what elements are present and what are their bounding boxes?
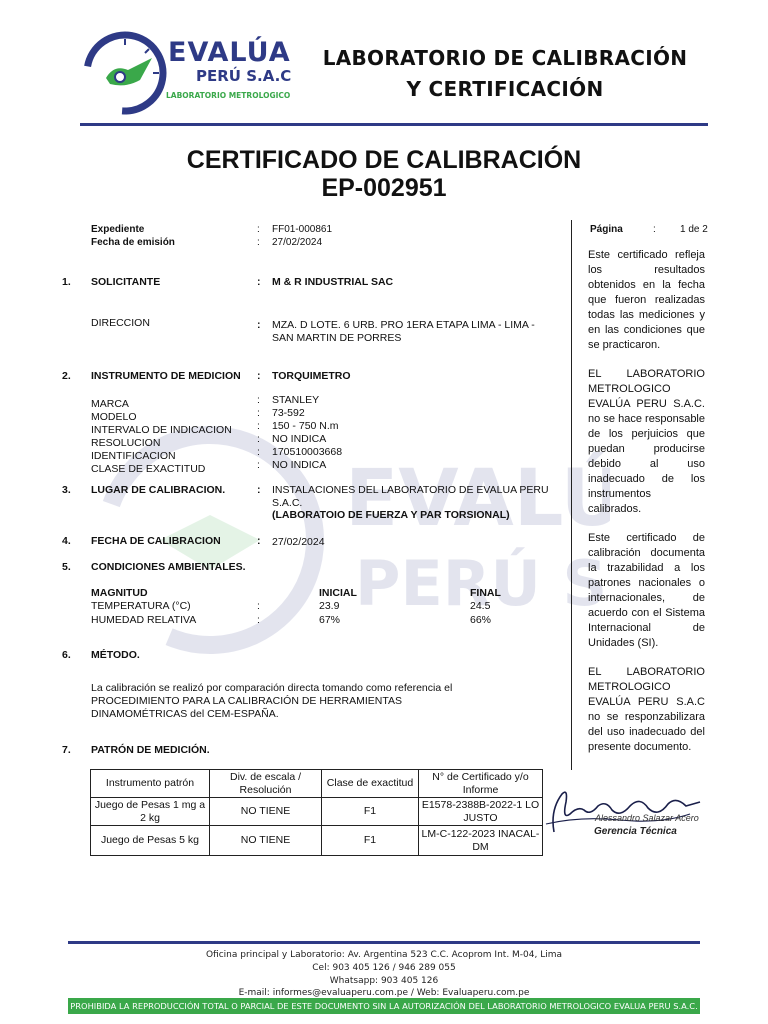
condition-final: 24.5 — [470, 600, 491, 612]
colon: : — [257, 600, 260, 612]
fecha-calibracion-value: 27/02/2024 — [272, 536, 325, 548]
footer-divider — [68, 941, 700, 944]
detail-value: 150 - 750 N.m — [272, 420, 339, 432]
colon: : — [257, 224, 260, 235]
detail-label: RESOLUCION — [91, 437, 161, 449]
section-6-label: MÉTODO. — [91, 649, 140, 661]
table-cell: E1578-2388B-2022-1 LO JUSTO — [419, 798, 543, 826]
table-cell: NO TIENE — [210, 798, 322, 826]
brand-sub: PERÚ S.A.C — [196, 67, 292, 85]
colon: : — [257, 394, 260, 406]
patron-table — [90, 769, 543, 856]
solicitante-value: M & R INDUSTRIAL SAC — [272, 276, 394, 288]
sidebar-divider — [571, 220, 572, 770]
footer-phone: Cel: 903 405 126 / 946 289 055 — [312, 963, 456, 973]
section-5-label: CONDICIONES AMBIENTALES. — [91, 561, 246, 573]
svg-text:EVALÚA: EVALÚ — [345, 454, 610, 544]
section-2-number: 2. — [62, 370, 71, 382]
detail-row — [91, 394, 511, 410]
colon: : — [257, 614, 260, 626]
condition-inicial: 23.9 — [319, 600, 340, 612]
certificate-number: EP-002951 — [321, 174, 447, 202]
colon: : — [257, 446, 260, 458]
fecha-emision-label: Fecha de emisión — [91, 237, 175, 248]
colon: : — [257, 420, 260, 432]
detail-row — [91, 459, 511, 475]
table-header: Div. de escala / Resolución — [210, 770, 322, 798]
signature-role: Gerencia Técnica — [594, 826, 677, 837]
evalua-logo-icon — [80, 28, 170, 118]
fecha-emision-value: 27/02/2024 — [272, 237, 323, 248]
condition-final: 66% — [470, 614, 492, 626]
brand-tagline: LABORATORIO METROLOGICO — [166, 91, 291, 100]
detail-label: CLASE DE EXACTITUD — [91, 463, 206, 475]
lab-title-line2: Y CERTIFICACIÓN — [406, 77, 604, 101]
direccion-value: MZA. D LOTE. 6 URB. PRO 1ERA ETAPA LIMA - LIMA - SAN MARTIN DE PORRES — [272, 319, 535, 344]
certificate-title: CERTIFICADO DE CALIBRACIÓN — [186, 146, 582, 174]
section-6-number: 6. — [62, 649, 71, 661]
colon: : — [257, 276, 261, 288]
colon: : — [257, 319, 261, 331]
footer-prohibition-banner: PROHIBIDA LA REPRODUCCIÓN TOTAL O PARCIAL DE ESTE DOCUMENTO SIN LA AUTORIZACIÓN DEL LABORATORIO METROLOGICO EVALUA PERU S.A.C. — [68, 998, 700, 1014]
detail-value: STANLEY — [272, 394, 320, 406]
pagina-value: 1 de 2 — [680, 224, 708, 235]
colon: : — [257, 370, 261, 382]
footer-whatsapp: Whatsapp: 903 405 126 — [329, 976, 439, 986]
detail-label: MARCA — [91, 398, 129, 410]
section-4-label: FECHA DE CALIBRACION — [91, 535, 221, 547]
section-3-number: 3. — [62, 484, 71, 496]
condition-inicial: 67% — [319, 614, 341, 626]
sidebar-note: Este certificado de calibración documenta la trazabilidad a los patrones nacionales o internacionales, de acuerdo con el Sistema Internacional de Unidades (SI). — [588, 532, 705, 649]
lugar-value-detail: (LABORATOIO DE FUERZA Y PAR TORSIONAL) — [272, 509, 510, 521]
section-4-number: 4. — [62, 535, 71, 547]
table-cell: F1 — [322, 826, 419, 856]
sidebar-note: Este certificado refleja los resultados obtenidos en la fecha que fueron realizadas todas las mediciones y en las condiciones que se practicaron. — [588, 249, 705, 351]
table-header-row — [91, 770, 543, 798]
lab-title-line1: LABORATORIO DE CALIBRACIÓN — [322, 46, 688, 70]
detail-row — [91, 446, 511, 462]
colon: : — [653, 224, 656, 235]
expediente-value: FF01-000861 — [272, 224, 333, 235]
footer-address: Oficina principal y Laboratorio: Av. Argentina 523 C.C. Acoprom Int. M-04, Lima — [205, 950, 563, 960]
sidebar-note: EL LABORATORIO METROLOGICO EVALÚA PERU S.A.C. no se hace responsable de los perjuicios que puedan producirse debido al uso inadecuado de los instrumentos calibrados. — [588, 368, 705, 515]
condition-label: HUMEDAD RELATIVA — [91, 614, 197, 626]
detail-row — [91, 420, 511, 436]
sidebar-notes — [588, 248, 705, 769]
detail-label: INTERVALO DE INDICACION — [91, 424, 232, 436]
section-7-label: PATRÓN DE MEDICIÓN. — [91, 744, 210, 756]
table-cell: Juego de Pesas 5 kg — [91, 826, 210, 856]
detail-label: MODELO — [91, 411, 137, 423]
section-3-label: LUGAR DE CALIBRACION. — [91, 484, 226, 496]
section-2-label: INSTRUMENTO DE MEDICION — [91, 370, 241, 382]
instrumento-value: TORQUIMETRO — [272, 370, 351, 382]
conditions-header-inicial: INICIAL — [319, 587, 357, 599]
section-1-number: 1. — [62, 276, 71, 288]
conditions-header-magnitud: MAGNITUD — [91, 587, 148, 599]
detail-value: 170510003668 — [272, 446, 343, 458]
header-divider — [80, 123, 708, 126]
colon: : — [257, 237, 260, 248]
lugar-value: INSTALACIONES DEL LABORATORIO DE EVALUA PERU S.A.C. — [272, 484, 549, 509]
table-cell: Juego de Pesas 1 mg a 2 kg — [91, 798, 210, 826]
detail-value: NO INDICA — [272, 433, 327, 445]
direccion-label: DIRECCION — [91, 317, 150, 329]
colon: : — [257, 459, 260, 471]
signature-name: Alessandro Salazar Acero — [595, 813, 699, 823]
detail-row — [91, 433, 511, 449]
colon: : — [257, 433, 260, 445]
detail-value: 73-592 — [272, 407, 305, 419]
metodo-text: La calibración se realizó por comparación directa tomando como referencia el PROCEDIMIENTO PARA LA CALIBRACIÓN DE HERRAMIENTAS DINAMOMÉTRICAS del CEM-ESPAÑA. — [91, 682, 453, 720]
colon: : — [257, 535, 261, 547]
table-row — [91, 798, 543, 826]
colon: : — [257, 407, 260, 419]
table-row — [91, 826, 543, 856]
expediente-label: Expediente — [91, 224, 145, 235]
condition-label: TEMPERATURA (°C) — [91, 600, 191, 612]
footer-email-web: E-mail: informes@evaluaperu.com.pe / Web: Evaluaperu.com.pe — [238, 988, 530, 998]
table-cell: F1 — [322, 798, 419, 826]
pagina-label: Página — [590, 224, 623, 235]
detail-value: NO INDICA — [272, 459, 327, 471]
detail-row — [91, 407, 511, 423]
table-header: N° de Certificado y/o Informe — [419, 770, 543, 798]
table-header: Instrumento patrón — [91, 770, 210, 798]
instrument-details — [91, 394, 511, 475]
table-cell: LM-C-122-2023 INACAL-DM — [419, 826, 543, 856]
conditions-header-final: FINAL — [470, 587, 501, 599]
section-5-number: 5. — [62, 561, 71, 573]
detail-label: IDENTIFICACION — [91, 450, 176, 462]
table-cell: NO TIENE — [210, 826, 322, 856]
colon: : — [257, 484, 261, 496]
section-7-number: 7. — [62, 744, 71, 756]
brand-name: EVALÚA — [168, 37, 291, 68]
svg-text:PERÚ S.A: PERÚ S — [355, 547, 608, 620]
sidebar-note: EL LABORATORIO METROLOGICO EVALÚA PERU S.A.C no se responzabilizara del uso inadecuado del presente documento. — [588, 666, 705, 753]
section-1-label: SOLICITANTE — [91, 276, 161, 288]
table-header: Clase de exactitud — [322, 770, 419, 798]
